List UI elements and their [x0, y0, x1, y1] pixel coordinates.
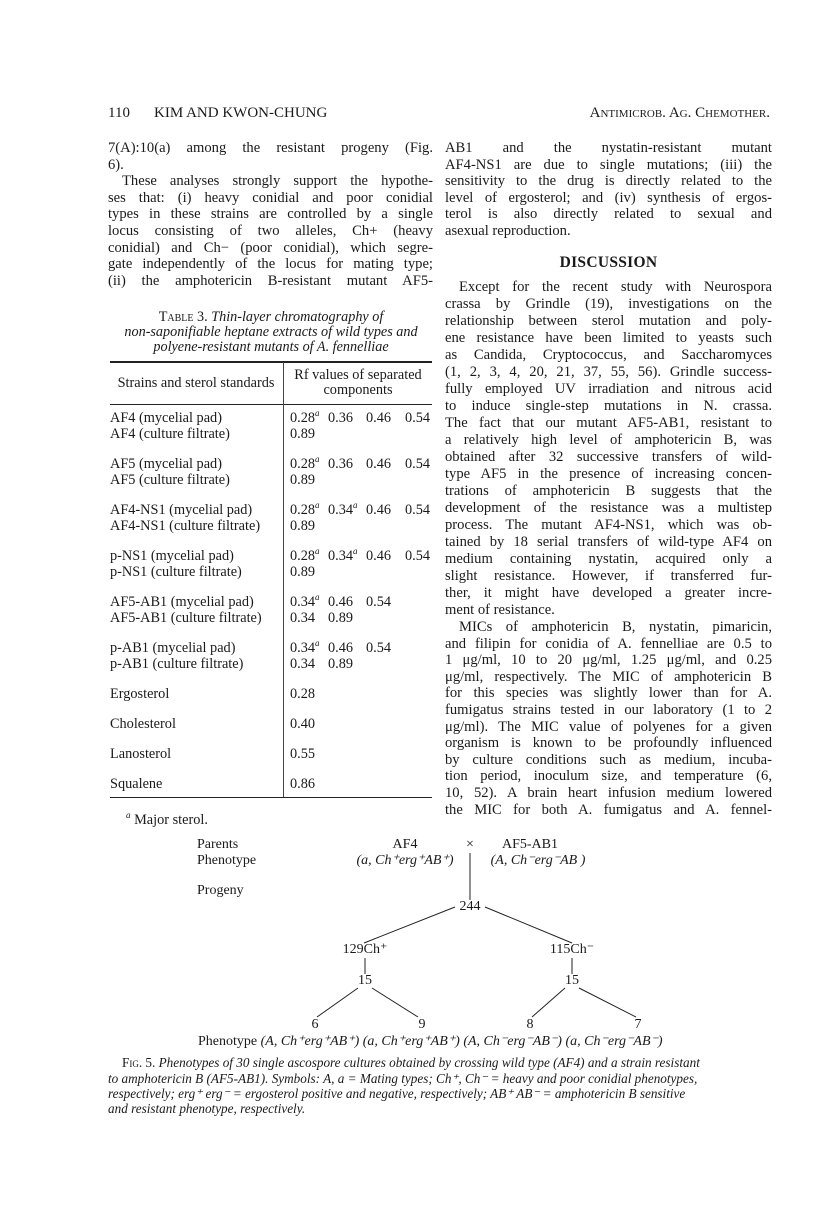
table-row-label: Ergosterol [110, 686, 170, 702]
parent-1: AF4 [392, 837, 418, 852]
branch-ch-plus: 129Ch⁺ [342, 942, 388, 957]
rf-value-text: 0.54 [405, 502, 431, 518]
figure-caption-line: and resistant phenotype, respectively. [108, 1101, 306, 1116]
phenotype-label: Phenotype [197, 853, 257, 868]
body-text-line: and filipin for conidia of A. fennelliae are 0.5 to [445, 635, 772, 652]
section-heading-discussion: DISCUSSION [559, 254, 658, 271]
body-text-line: Except for the recent study with Neurospora [459, 279, 772, 295]
table-row-label: AF5 (culture filtrate) [110, 471, 230, 488]
body-text-line: sensitivity to the drug is directly related to the [445, 173, 772, 190]
rf-value-text: 0.28 [290, 686, 316, 702]
figure-caption-line [122, 1055, 700, 1070]
leaf-phenotype: (A, Ch⁺erg⁺AB⁺) [260, 1034, 360, 1049]
body-text-line: for this species was slightly lower than for A. [445, 685, 772, 702]
body-text-line: types in these strains are controlled by a single [108, 206, 433, 223]
rf-value-text: 0.89 [290, 563, 316, 580]
rf-value-text: 0.46 [328, 594, 354, 610]
leaf-phenotype: (A, Ch⁻erg⁻AB⁻) [463, 1034, 562, 1049]
branch-ch-minus: 115Ch⁻ [549, 942, 595, 957]
rf-value-text: 0.86 [290, 776, 316, 792]
leaf-phenotype-label: Phenotype [198, 1034, 258, 1049]
leaf-count: 7 [634, 1017, 642, 1032]
rf-value-text: 0.28 [290, 410, 316, 426]
rf-value-text: 0.36 [328, 410, 354, 426]
rf-value-text: 0.54 [405, 548, 431, 564]
leaf-phenotype: (a, Ch⁺erg⁺AB⁺) [362, 1034, 460, 1049]
body-text-line: asexual reproduction. [445, 223, 571, 239]
rf-value-text: 0.55 [290, 746, 316, 762]
body-text-line: development of the resistance was a multistep [445, 500, 772, 516]
body-text-line: obtained after 32 successive transfers of wild- [445, 449, 772, 465]
table-row-label: Lanosterol [110, 746, 172, 762]
table-row-label: AF4-NS1 (culture filtrate) [110, 517, 261, 534]
rf-value-text: 0.89 [290, 517, 316, 534]
rf-value-text: 0.28 [290, 456, 316, 472]
table-label: Table 3. [158, 309, 208, 325]
table-caption-text: polyene-resistant mutants of A. fennelliae [153, 339, 389, 355]
body-text-line: 1 μg/ml, 10 to 20 μg/ml, 1.25 μg/ml, and 0.25 [445, 652, 772, 669]
table-row-label: p-NS1 (mycelial pad) [110, 548, 234, 564]
major-sterol-mark: a [315, 454, 320, 465]
rf-value-text: 0.46 [366, 502, 392, 518]
page-number: 110 [108, 105, 130, 121]
running-head-authors: KIM AND KWON-CHUNG [154, 105, 328, 121]
leaf-line-3 [532, 988, 565, 1017]
body-text-line: the MIC for both A. fumigatus and A. fennel- [445, 801, 772, 818]
parent-1-phenotype: (a, Ch⁺erg⁺AB⁺) [356, 853, 454, 868]
major-sterol-mark: a [315, 500, 320, 511]
rf-value-text: 0.34 [290, 640, 316, 656]
leaf-line-4 [579, 988, 636, 1017]
table-row-label: AF5-AB1 (culture filtrate) [110, 609, 262, 626]
body-text-line: fully employed UV irradiation and nitrous acid [445, 381, 772, 397]
body-text-line: tained by 18 serial transfers of wild-type AF4 on [445, 534, 772, 550]
body-text-line: These analyses strongly support the hypothe- [122, 173, 433, 190]
major-sterol-mark: a [353, 546, 358, 557]
figure-caption-line: respectively; erg⁺ erg⁻ = ergosterol positive and negative, respectively; AB⁺ AB⁻ = amphotericin B sensitive [108, 1086, 686, 1101]
rf-value-text: 0.54 [405, 456, 431, 472]
rf-value-text: 0.40 [290, 716, 316, 732]
table-row-label: AF4-NS1 (mycelial pad) [110, 502, 253, 518]
body-text-line: ther, it might have developed a greater incre- [445, 585, 772, 601]
leaf-phenotype: (a, Ch⁻erg⁻AB⁻) [565, 1034, 663, 1049]
body-text-line: relationship between sterol mutation and poly- [445, 313, 772, 329]
rf-value-text: 0.46 [366, 410, 392, 426]
table-header-rf-2: components [323, 382, 393, 398]
table-header-strains: Strains and sterol standards [117, 375, 275, 391]
body-text-line: a relatively high level of amphotericin B, was [445, 432, 772, 448]
rf-value-text: 0.34 [328, 502, 354, 518]
table-row-label: p-AB1 (mycelial pad) [110, 640, 236, 656]
rf-value-text: 0.34 [290, 655, 316, 672]
body-text-line: ment of resistance. [445, 602, 555, 618]
rf-value-text: 0.46 [366, 456, 392, 472]
rf-value-text: 0.36 [328, 456, 354, 472]
body-text-line: by culture conditions such as medium, incuba- [445, 751, 772, 768]
table-row-label: AF4 (culture filtrate) [110, 425, 230, 442]
rf-value-text: 0.46 [328, 640, 354, 656]
rf-value-text: 0.89 [328, 655, 354, 672]
body-text-line: μg/ml). The MIC value of polyenes for a given [445, 718, 772, 735]
major-sterol-mark: a [353, 500, 358, 511]
body-text-line: 7(A):10(a) among the resistant progeny (Fig. [108, 140, 433, 156]
rf-value-text: 0.89 [290, 471, 316, 488]
body-text-line: locus consisting of two alleles, Ch+ (heavy [108, 223, 433, 239]
table-row-label: Squalene [110, 776, 163, 792]
major-sterol-mark: a [315, 638, 320, 649]
table-caption-text: non-saponifiable heptane extracts of wild types and [124, 324, 418, 340]
body-text-line: AF4-NS1 are due to single mutations; (iii) the [445, 156, 772, 173]
cross-symbol: × [466, 837, 474, 852]
body-text-line: terol is also directly related to sexual and [445, 206, 772, 223]
major-sterol-mark: a [315, 546, 320, 557]
rf-value-text: 0.54 [405, 410, 431, 426]
rf-value-text: 0.34 [290, 594, 316, 610]
body-text-line: crassa by Grindle (19), investigations on the [445, 296, 772, 312]
branch-line-left [364, 907, 455, 943]
rf-value-text: 0.54 [366, 594, 392, 610]
figure-caption-line: to amphotericin B (AF5-AB1). Symbols: A, a = Mating types; Ch⁺, Ch⁻ = heavy and poor conidial phenotypes, [108, 1071, 698, 1086]
rf-value-text: 0.54 [366, 640, 392, 656]
body-text-line: 6). [108, 156, 124, 173]
body-text-line: tion period, inoculum size, and temperature (6, [445, 768, 772, 785]
footnote-text: Major sterol. [134, 812, 208, 828]
leaf-count: 6 [311, 1017, 319, 1032]
branch-line-right [485, 907, 572, 943]
body-text-line: level of ergosterol; and (iv) synthesis of ergos- [445, 189, 772, 206]
rf-value-text: 0.46 [366, 548, 392, 564]
table-row-label: AF5 (mycelial pad) [110, 456, 222, 472]
progeny-total: 244 [459, 899, 481, 914]
major-sterol-mark: a [315, 592, 320, 603]
rf-value-text: 0.34 [328, 548, 354, 564]
parents-label: Parents [197, 837, 239, 852]
body-text-line: trations of amphotericin B suggests that the [445, 483, 772, 499]
body-text-line: as Candida, Cryptococcus, and Saccharomyces [445, 347, 772, 363]
running-head-journal: Antimicrob. Ag. Chemother. [589, 105, 770, 121]
sample-right: 15 [565, 973, 579, 988]
rf-value-text: 0.89 [328, 609, 354, 626]
body-text-line: process. The mutant AF4-NS1, which was ob- [445, 517, 772, 533]
body-text-line: type AF5 in the presence of increasing concen- [445, 466, 772, 482]
body-text-line: slight resistance. However, if transferred fur- [445, 568, 772, 584]
body-text-line: ene resistance have been limited to yeasts such [445, 330, 772, 346]
leaf-phenotype-row [198, 1034, 663, 1050]
figure-label: Fig. 5. [122, 1055, 156, 1070]
body-text-line: (ii) the amphotericin B-resistant mutant AF5- [108, 272, 433, 289]
body-text-line: AB1 and the nystatin-resistant mutant [445, 140, 772, 156]
body-text-line: ses that: (i) heavy conidial and poor conidial [108, 189, 433, 206]
body-text-line: MICs of amphotericin B, nystatin, pimaricin, [459, 619, 772, 635]
body-text-line: 10, 52). A brain heart infusion medium lowered [445, 785, 772, 801]
leaf-line-2 [372, 988, 418, 1017]
body-text-line: to induce single-step mutations in N. crassa. [445, 398, 772, 414]
body-text-line: medium containing nystatin, acquired only a [445, 551, 772, 567]
parent-2: AF5-AB1 [501, 837, 558, 852]
table-caption-text: Thin-layer chromatography of [211, 309, 384, 325]
body-text-line: (1, 2, 3, 4, 20, 21, 37, 55, 56). Grindle success- [445, 364, 772, 380]
rf-value-text: 0.28 [290, 502, 316, 518]
table-row-label: AF5-AB1 (mycelial pad) [110, 594, 254, 610]
table-row-label: AF4 (mycelial pad) [110, 410, 222, 426]
body-text-line: μg/ml, respectively. The MIC of amphotericin B [445, 668, 772, 685]
major-sterol-mark: a [315, 408, 320, 419]
body-text-line: fumigatus strains tested in our laboratory (1 to 2 [445, 702, 772, 718]
body-text-line: conidial) and Ch− (poor conidial), which segre- [108, 239, 433, 256]
rf-value-text: 0.34 [290, 609, 316, 626]
body-text-line: gate independently of the locus for mating type; [108, 256, 433, 273]
rf-value-text: 0.28 [290, 548, 316, 564]
table-row-label: Cholesterol [110, 716, 176, 732]
body-text-line: organism is known to be profoundly influenced [445, 735, 772, 752]
rf-value-text: 0.89 [290, 425, 316, 442]
sample-left: 15 [358, 973, 372, 988]
progeny-label: Progeny [197, 883, 244, 898]
figure-caption-text: Phenotypes of 30 single ascospore cultures obtained by crossing wild type (AF4) and a strain resistant [158, 1055, 700, 1070]
table-row-label: p-AB1 (culture filtrate) [110, 655, 244, 672]
leaf-count: 8 [526, 1017, 534, 1032]
parent-2-phenotype: (A, Ch⁻erg⁻AB ) [490, 853, 586, 868]
table-header-rf: Rf values of separated [294, 367, 422, 383]
body-text-line: The fact that our mutant AF5-AB1, resistant to [445, 415, 772, 431]
table-row-label: p-NS1 (culture filtrate) [110, 563, 242, 580]
leaf-line-1 [317, 988, 358, 1017]
footnote-mark: a [126, 810, 131, 821]
leaf-count: 9 [418, 1017, 426, 1032]
